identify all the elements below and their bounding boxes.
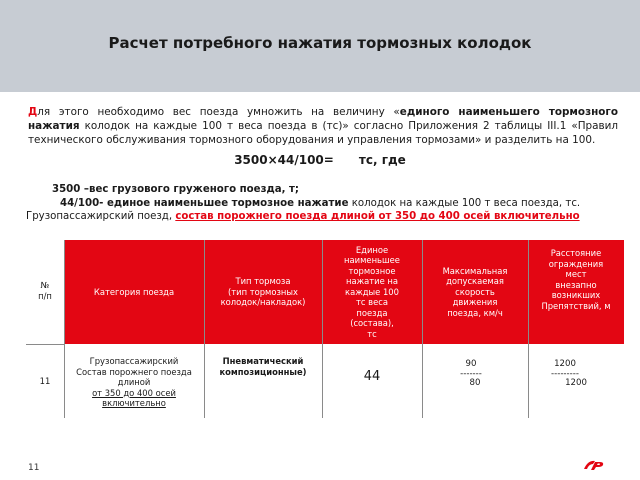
note-brake-label: 44/100- единое наименьшее тормозное нажатие xyxy=(60,198,349,209)
speed-divider: ------- xyxy=(460,368,482,379)
col-divider xyxy=(322,240,323,418)
distance-loaded: 1200 xyxy=(554,359,576,369)
paragraph-text-2: колодок на каждые 100 т веса поезда в (тс)» согласно Приложения 2 таблицы III.1 «Правил технического обслуживания тормозного оборудования и управления тормозами» и разделить на 100. xyxy=(28,120,618,146)
header-speed: Максимальная допускаемая скорость движения поезда, км/ч xyxy=(422,240,528,344)
cell-category-range: от 350 до 400 осей включительно xyxy=(92,387,176,408)
cell-brake-type: Пневматический композиционные) xyxy=(219,356,307,377)
header-brake-type: Тип тормоза (тип тормозных колодок/накладок) xyxy=(204,240,322,344)
col-divider xyxy=(422,240,423,418)
cell-pressure: 44 xyxy=(363,369,381,384)
note-brake-text: колодок на каждые 100 т веса поезда, тс. Грузопассажирский поезд, xyxy=(26,198,581,222)
slide-title: Расчет потребного нажатия тормозных колодок xyxy=(108,34,532,52)
paragraph-text-1: ля этого необходимо вес поезда умножить на величину « xyxy=(37,106,400,118)
header-num: № п/п xyxy=(26,240,64,344)
cell-distance xyxy=(528,360,624,389)
brake-table xyxy=(26,240,624,418)
note-brake-highlight: состав порожнего поезда длиной от 350 до 400 осей включительно xyxy=(175,211,580,222)
note-brake xyxy=(26,197,622,223)
cell-num: 11 xyxy=(39,376,51,386)
row-divider xyxy=(26,344,64,345)
drop-letter: Д xyxy=(28,106,38,118)
col-divider xyxy=(204,240,205,418)
col-divider xyxy=(528,240,529,418)
cell-category xyxy=(64,356,204,409)
speed-empty: 80 xyxy=(469,378,481,388)
header-pressure: Единое наименьшее тормозное нажатие на каждые 100 тс веса поезда (состава), тс xyxy=(322,240,422,344)
rzd-logo-icon xyxy=(582,457,606,473)
formula: 3500×44/100= тс, где xyxy=(234,153,406,167)
paragraph-bold: единого наименьшего тормозного нажатия xyxy=(28,106,618,132)
page-number: 11 xyxy=(28,463,40,473)
intro-paragraph xyxy=(28,105,618,147)
header-distance: Расстояние ограждения мест внезапно возникших Препятствий, м xyxy=(528,240,624,344)
speed-loaded: 90 xyxy=(465,359,477,369)
header-category: Категория поезда xyxy=(64,240,204,344)
note-weight: 3500 –вес грузового груженого поезда, т; xyxy=(52,184,299,195)
distance-divider: --------- xyxy=(551,368,579,379)
cell-category-main: Грузопассажирский Состав порожнего поезда длиной xyxy=(76,356,192,387)
distance-empty: 1200 xyxy=(565,378,587,388)
